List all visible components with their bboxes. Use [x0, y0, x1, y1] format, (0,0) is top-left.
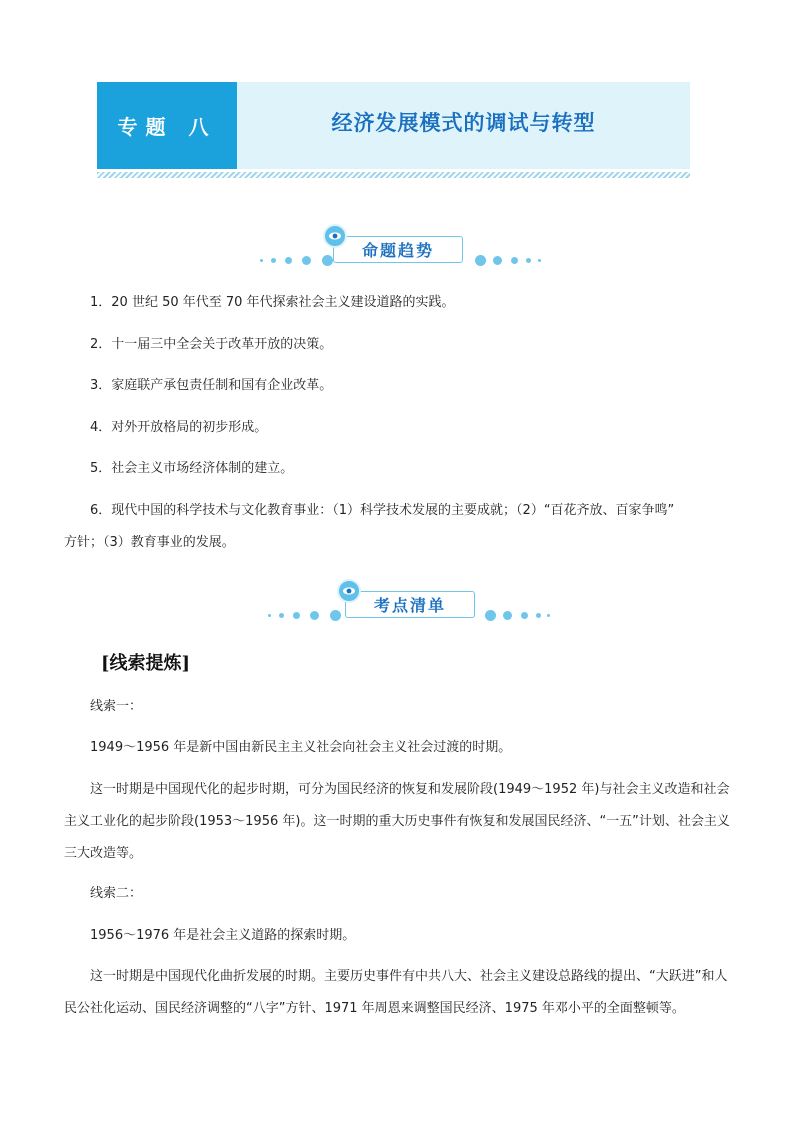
list-item: 3．家庭联产承包责任制和国有企业改革。 — [90, 378, 333, 393]
list-item: 1．20 世纪 50 年代至 70 年代探索社会主义建设道路的实践。 — [90, 295, 455, 310]
clue-description-text: 这一时期是中国现代化的起步时期，可分为国民经济的恢复和发展阶段(1949～1952 年)与社会主义改造和社会主义工业化的起步阶段(1953～1956 年)。这一时期的重大历史事件有恢复和发展国民经济、“一五”计划、社会主义三大改造等。 — [64, 782, 730, 861]
eye-icon — [323, 224, 347, 248]
clues-heading: [线索提炼] — [101, 653, 191, 674]
list-item: 6．现代中国的科学技术与文化教育事业：（1）科学技术发展的主要成就；（2）“百花齐放、百家争鸣” — [90, 503, 675, 518]
decor-dot — [475, 255, 486, 266]
decor-dot — [271, 258, 276, 263]
decor-dot — [302, 256, 311, 265]
section-header-checklist — [263, 577, 553, 625]
decor-dot — [322, 255, 333, 266]
section-header-trend — [255, 222, 545, 270]
decor-dot — [536, 613, 541, 618]
topic-tag: 专题 八 — [97, 82, 237, 169]
clue-period: 1949～1956 年是新中国由新民主主义社会向社会主义社会过渡的时期。 — [90, 740, 512, 755]
list-item-continued: 方针；（3）教育事业的发展。 — [64, 535, 235, 550]
section-title-checklist: 考点清单 — [345, 591, 475, 618]
decor-dot — [330, 610, 341, 621]
banner-divider — [97, 172, 690, 178]
clue-description — [64, 961, 734, 1025]
decor-dot — [260, 259, 263, 262]
decor-dot — [511, 257, 518, 264]
decor-dot — [547, 614, 550, 617]
decor-dot — [285, 257, 292, 264]
list-item: 5．社会主义市场经济体制的建立。 — [90, 461, 294, 476]
decor-dot — [521, 612, 528, 619]
eye-icon — [337, 579, 361, 603]
section-title-trend: 命题趋势 — [333, 236, 463, 263]
clue-description — [64, 774, 734, 870]
list-item: 2．十一届三中全会关于改革开放的决策。 — [90, 337, 333, 352]
decor-dot — [538, 259, 541, 262]
decor-dot — [310, 611, 319, 620]
clue-label: 线索二： — [90, 886, 143, 901]
clue-label: 线索一： — [90, 699, 143, 714]
decor-dot — [293, 612, 300, 619]
list-item: 4．对外开放格局的初步形成。 — [90, 420, 268, 435]
clue-description-text: 这一时期是中国现代化曲折发展的时期。主要历史事件有中共八大、社会主义建设总路线的提出、“大跃进”和人民公社化运动、国民经济调整的“八字”方针、1971 年周恩来调整国民经济、1975 年邓小平的全面整顿等。 — [64, 969, 728, 1016]
clue-period: 1956～1976 年是社会主义道路的探索时期。 — [90, 928, 356, 943]
decor-dot — [493, 256, 502, 265]
decor-dot — [268, 614, 271, 617]
decor-dot — [279, 613, 284, 618]
page-title: 经济发展模式的调试与转型 — [331, 110, 596, 135]
decor-dot — [485, 610, 496, 621]
decor-dot — [526, 258, 531, 263]
decor-dot — [503, 611, 512, 620]
